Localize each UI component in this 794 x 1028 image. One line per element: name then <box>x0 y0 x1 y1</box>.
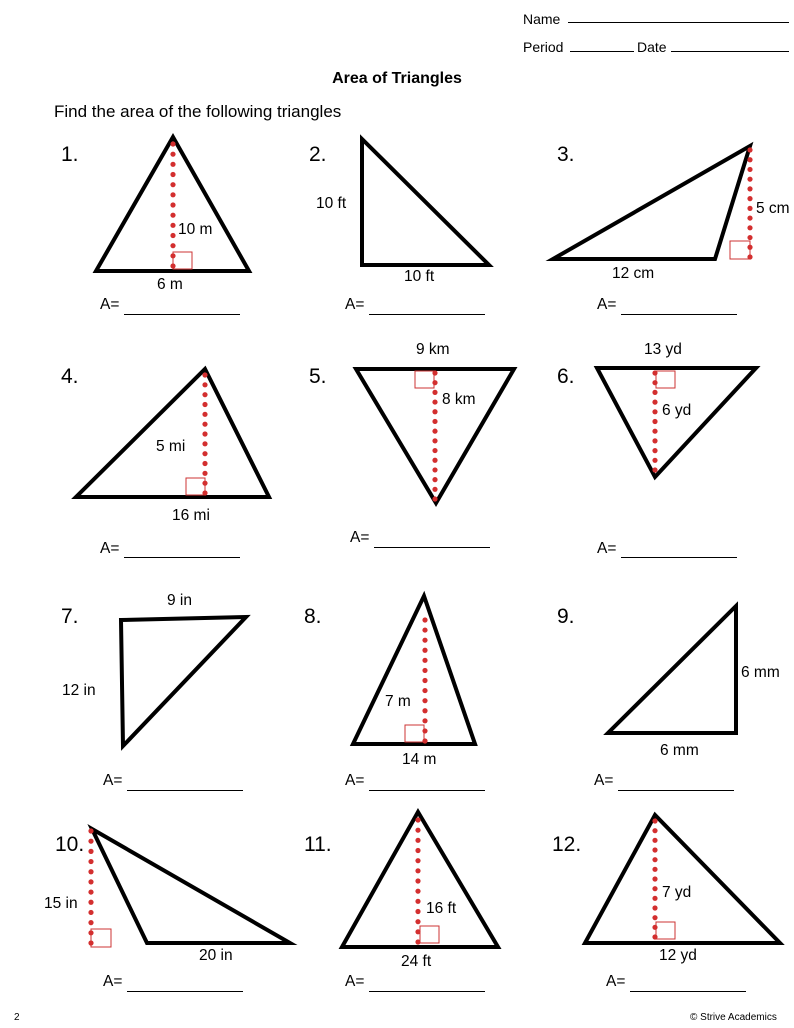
height-dot <box>88 900 93 905</box>
height-dot <box>170 172 175 177</box>
height-dot <box>432 380 437 385</box>
height-dot <box>415 878 420 883</box>
height-dot <box>422 678 427 683</box>
height-line-10 <box>88 828 93 945</box>
height-dot <box>747 196 752 201</box>
answer-blank-10[interactable] <box>127 991 243 992</box>
height-dot <box>422 738 427 743</box>
height-dot <box>422 708 427 713</box>
answer-blank-2[interactable] <box>369 314 485 315</box>
height-dot <box>652 925 657 930</box>
answer-label-6: A= <box>597 540 617 557</box>
height-dot <box>415 929 420 934</box>
height-dot <box>170 141 175 146</box>
height-dot <box>170 263 175 268</box>
base-label-2: 10 ft <box>404 268 435 285</box>
height-dot <box>652 448 657 453</box>
answer-blank-3[interactable] <box>621 314 737 315</box>
height-dot <box>652 818 657 823</box>
answer-blank-6[interactable] <box>621 557 737 558</box>
height-label-6: 6 yd <box>662 402 692 419</box>
height-dot <box>652 390 657 395</box>
height-dot <box>202 441 207 446</box>
page-number: 2 <box>14 1012 20 1023</box>
problem-number-1: 1. <box>61 143 79 166</box>
problem-number-8: 8. <box>304 605 322 628</box>
height-dot <box>652 886 657 891</box>
height-dot <box>415 858 420 863</box>
height-dot <box>415 919 420 924</box>
height-dot <box>88 869 93 874</box>
height-label-3: 5 cm <box>756 200 790 217</box>
problem-number-5: 5. <box>309 365 327 388</box>
answer-blank-7[interactable] <box>127 790 243 791</box>
base-label-7: 9 in <box>167 592 192 609</box>
height-dot <box>170 152 175 157</box>
height-dot <box>747 215 752 220</box>
height-dot <box>422 728 427 733</box>
height-dot <box>415 868 420 873</box>
answer-label-2: A= <box>345 296 365 313</box>
height-dot <box>652 867 657 872</box>
problem-number-12: 12. <box>552 833 582 856</box>
period-field-line[interactable] <box>570 51 634 52</box>
height-dot <box>747 186 752 191</box>
height-dot <box>422 718 427 723</box>
height-dot <box>652 438 657 443</box>
height-dot <box>88 879 93 884</box>
side-label-7: 12 in <box>62 682 96 699</box>
answer-blank-9[interactable] <box>618 790 734 791</box>
answer-label-7: A= <box>103 772 123 789</box>
height-dot <box>652 409 657 414</box>
triangle-10 <box>92 829 290 943</box>
height-dot <box>432 438 437 443</box>
height-dot <box>202 392 207 397</box>
height-label-8: 7 m <box>385 693 411 710</box>
height-dot <box>415 838 420 843</box>
height-dot <box>170 182 175 187</box>
triangle-8 <box>353 596 475 744</box>
problem-number-9: 9. <box>557 605 575 628</box>
height-dot <box>432 467 437 472</box>
height-dot <box>170 162 175 167</box>
triangle-12 <box>585 815 780 943</box>
height-dot <box>432 390 437 395</box>
right-angle-marker-10 <box>91 929 111 947</box>
base-label-10: 20 in <box>199 947 233 964</box>
answer-label-10: A= <box>103 973 123 990</box>
answer-blank-5[interactable] <box>374 547 490 548</box>
height-dot <box>415 899 420 904</box>
answer-blank-8[interactable] <box>369 790 485 791</box>
height-dot <box>422 668 427 673</box>
height-dot <box>747 147 752 152</box>
base-label-3: 12 cm <box>612 265 655 282</box>
triangle-5 <box>356 369 514 503</box>
height-label-12: 7 yd <box>662 884 692 901</box>
height-dot <box>170 233 175 238</box>
height-dot <box>652 838 657 843</box>
height-dot <box>652 419 657 424</box>
height-dot <box>88 889 93 894</box>
height-dot <box>415 909 420 914</box>
problem-number-7: 7. <box>61 605 79 628</box>
height-dot <box>415 889 420 894</box>
height-dot <box>422 638 427 643</box>
period-label: Period <box>523 39 564 55</box>
height-dot <box>88 849 93 854</box>
height-dot <box>432 409 437 414</box>
height-dot <box>88 828 93 833</box>
height-dot <box>652 876 657 881</box>
height-label-11: 16 ft <box>426 900 457 917</box>
date-field-line[interactable] <box>671 51 789 52</box>
height-dot <box>88 859 93 864</box>
instructions: Find the area of the following triangles <box>54 102 342 121</box>
height-dot <box>422 627 427 632</box>
height-dot <box>432 496 437 501</box>
height-dot <box>415 828 420 833</box>
height-dot <box>422 688 427 693</box>
height-dot <box>422 658 427 663</box>
date-label: Date <box>637 39 667 55</box>
problem-number-6: 6. <box>557 365 575 388</box>
height-dot <box>170 202 175 207</box>
height-dot <box>170 253 175 258</box>
height-dot <box>652 934 657 939</box>
height-label-5: 8 km <box>442 391 476 408</box>
page-title: Area of Triangles <box>332 70 462 87</box>
triangle-2 <box>362 139 489 265</box>
side-label-2: 10 ft <box>316 195 347 212</box>
height-dot <box>422 648 427 653</box>
answer-blank-4[interactable] <box>124 557 240 558</box>
height-dot <box>432 487 437 492</box>
problem-number-11: 11. <box>304 833 332 856</box>
triangle-7 <box>121 617 246 746</box>
answer-label-9: A= <box>594 772 614 789</box>
problem-number-2: 2. <box>309 143 327 166</box>
height-dot <box>747 225 752 230</box>
answer-label-11: A= <box>345 973 365 990</box>
answer-blank-1[interactable] <box>124 314 240 315</box>
height-dot <box>202 382 207 387</box>
right-angle-marker-3 <box>730 241 750 259</box>
answer-label-12: A= <box>606 973 626 990</box>
height-dot <box>432 399 437 404</box>
height-dot <box>415 848 420 853</box>
height-dot <box>202 451 207 456</box>
height-dot <box>652 857 657 862</box>
base-label-12: 12 yd <box>659 947 697 964</box>
height-dot <box>202 412 207 417</box>
height-dot <box>652 467 657 472</box>
height-dot <box>432 429 437 434</box>
height-dot <box>747 245 752 250</box>
problem-number-10: 10. <box>55 833 85 856</box>
base-label-9: 6 mm <box>660 742 699 759</box>
height-dot <box>422 617 427 622</box>
answer-label-4: A= <box>100 540 120 557</box>
name-field-line[interactable] <box>568 22 789 23</box>
height-dot <box>422 698 427 703</box>
height-dot <box>170 213 175 218</box>
base-label-6: 13 yd <box>644 341 682 358</box>
triangle-6 <box>597 368 756 477</box>
height-dot <box>432 419 437 424</box>
height-dot <box>747 157 752 162</box>
height-dot <box>432 458 437 463</box>
answer-blank-12[interactable] <box>630 991 746 992</box>
height-dot <box>170 223 175 228</box>
height-dot <box>652 458 657 463</box>
base-label-8: 14 m <box>402 751 437 768</box>
answer-label-5: A= <box>350 529 370 546</box>
base-label-1: 6 m <box>157 276 183 293</box>
height-dot <box>202 372 207 377</box>
height-dot <box>202 422 207 427</box>
height-dot <box>652 370 657 375</box>
answer-label-3: A= <box>597 296 617 313</box>
height-dot <box>170 243 175 248</box>
triangle-9 <box>608 606 736 733</box>
answer-label-1: A= <box>100 296 120 313</box>
height-dot <box>202 461 207 466</box>
height-dot <box>747 254 752 259</box>
height-dot <box>747 177 752 182</box>
name-label: Name <box>523 11 561 27</box>
answer-label-8: A= <box>345 772 365 789</box>
base-label-11: 24 ft <box>401 953 432 970</box>
height-dot <box>88 910 93 915</box>
height-dot <box>88 930 93 935</box>
height-label-10: 15 in <box>44 895 78 912</box>
height-dot <box>652 429 657 434</box>
height-dot <box>202 481 207 486</box>
height-dot <box>88 940 93 945</box>
height-dot <box>432 477 437 482</box>
height-dot <box>170 192 175 197</box>
copyright-notice: © Strive Academics <box>690 1012 777 1023</box>
height-dot <box>652 905 657 910</box>
height-dot <box>415 817 420 822</box>
height-dot <box>652 400 657 405</box>
base-label-4: 16 mi <box>172 507 210 524</box>
answer-blank-11[interactable] <box>369 991 485 992</box>
height-dot <box>747 206 752 211</box>
problem-number-4: 4. <box>61 365 79 388</box>
height-dot <box>202 490 207 495</box>
height-label-4: 5 mi <box>156 438 186 455</box>
height-dot <box>747 235 752 240</box>
height-dot <box>432 370 437 375</box>
height-dot <box>88 920 93 925</box>
height-dot <box>652 915 657 920</box>
height-dot <box>415 939 420 944</box>
height-dot <box>88 839 93 844</box>
side-label-9: 6 mm <box>741 664 780 681</box>
base-label-5: 9 km <box>416 341 450 358</box>
height-dot <box>652 847 657 852</box>
triangle-3 <box>553 146 750 259</box>
height-dot <box>652 896 657 901</box>
height-dot <box>747 167 752 172</box>
height-dot <box>432 448 437 453</box>
height-dot <box>202 402 207 407</box>
height-label-1: 10 m <box>178 221 213 238</box>
triangle-4 <box>76 369 269 497</box>
problem-number-3: 3. <box>557 143 575 166</box>
height-dot <box>652 380 657 385</box>
height-dot <box>652 828 657 833</box>
height-dot <box>202 431 207 436</box>
height-dot <box>202 471 207 476</box>
